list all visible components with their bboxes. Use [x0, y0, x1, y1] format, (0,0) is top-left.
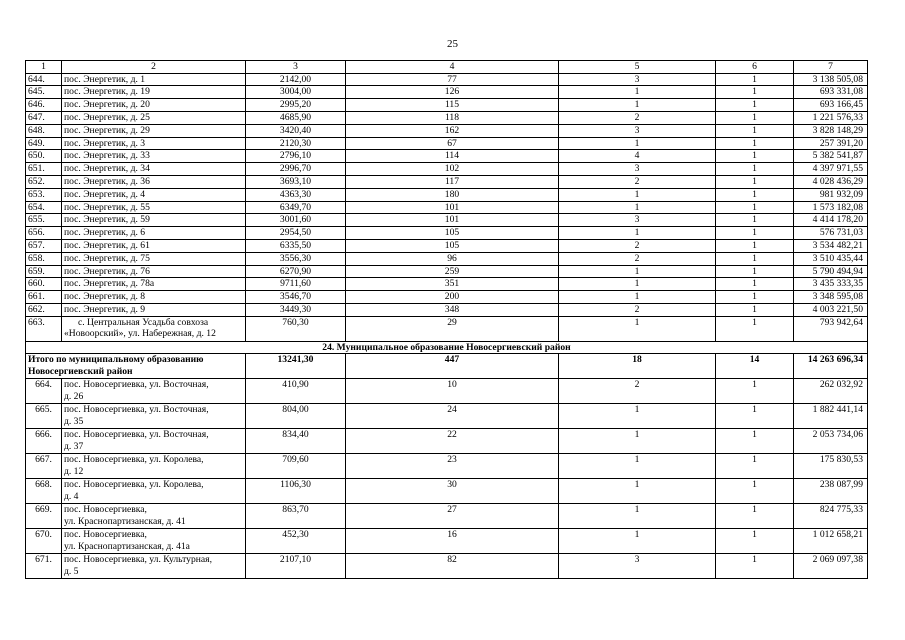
residents-cell: 101	[346, 201, 559, 214]
address-line: пос. Новосергиевка,	[64, 529, 147, 541]
table-row	[26, 554, 868, 579]
residents-cell: 82	[346, 554, 559, 579]
total-area: 13241,30	[246, 354, 346, 379]
count-cell: 1	[559, 291, 716, 304]
count-cell: 1	[559, 99, 716, 112]
count-cell: 1	[559, 429, 716, 454]
address-cell	[62, 379, 246, 404]
address-line: «Новоорский», ул. Набережная, д. 12	[64, 328, 216, 340]
address-line: д. 37	[64, 440, 84, 452]
address-cell: пос. Энергетик, д. 34	[62, 163, 246, 176]
area-cell: 2995,20	[246, 99, 346, 112]
row-number: 646.	[26, 99, 62, 112]
residents-cell: 27	[346, 504, 559, 529]
count-cell: 1	[559, 479, 716, 504]
count-cell: 1	[559, 278, 716, 291]
address-line: д. 12	[64, 465, 84, 477]
count-cell: 2	[559, 239, 716, 252]
cost-cell: 238 087,99	[794, 479, 868, 504]
cost-cell: 2 053 734,06	[794, 429, 868, 454]
count-cell: 1	[716, 111, 794, 124]
row-number: 671.	[26, 554, 62, 579]
count-cell: 1	[716, 137, 794, 150]
row-number: 648.	[26, 124, 62, 137]
row-number: 659.	[26, 265, 62, 278]
count-cell: 1	[716, 316, 794, 341]
total-cost: 14 263 696,34	[794, 354, 868, 379]
cost-cell: 262 032,92	[794, 379, 868, 404]
count-cell: 1	[716, 201, 794, 214]
area-cell: 3004,00	[246, 86, 346, 99]
count-cell: 1	[559, 504, 716, 529]
count-cell: 2	[559, 111, 716, 124]
table-row	[26, 188, 868, 201]
residents-cell: 115	[346, 99, 559, 112]
count-cell: 1	[716, 504, 794, 529]
residents-cell: 162	[346, 124, 559, 137]
count-cell: 1	[716, 404, 794, 429]
cost-cell: 4 003 221,50	[794, 303, 868, 316]
cost-cell: 257 391,20	[794, 137, 868, 150]
address-cell	[62, 454, 246, 479]
address-cell: пос. Энергетик, д. 25	[62, 111, 246, 124]
count-cell: 1	[716, 239, 794, 252]
count-cell: 1	[716, 479, 794, 504]
table-row	[26, 379, 868, 404]
table-row	[26, 201, 868, 214]
address-cell: пос. Энергетик, д. 3	[62, 137, 246, 150]
area-cell: 2107,10	[246, 554, 346, 579]
table-row	[26, 303, 868, 316]
cost-cell: 2 069 097,38	[794, 554, 868, 579]
row-number: 652.	[26, 175, 62, 188]
address-cell: пос. Энергетик, д. 19	[62, 86, 246, 99]
column-header: 7	[794, 61, 868, 74]
table-row	[26, 73, 868, 86]
cost-cell: 3 348 595,08	[794, 291, 868, 304]
column-header: 6	[716, 61, 794, 74]
count-cell: 1	[716, 291, 794, 304]
row-number: 667.	[26, 454, 62, 479]
cost-cell: 175 830,53	[794, 454, 868, 479]
address-line: пос. Новосергиевка, ул. Королева,	[64, 454, 204, 466]
count-cell: 1	[716, 175, 794, 188]
address-cell: пос. Энергетик, д. 75	[62, 252, 246, 265]
area-cell: 4363,30	[246, 188, 346, 201]
total-count: 14	[716, 354, 794, 379]
residents-cell: 29	[346, 316, 559, 341]
address-cell: пос. Энергетик, д. 61	[62, 239, 246, 252]
total-label-line: Итого по муниципальному образованию	[28, 354, 204, 366]
area-cell: 3693,10	[246, 175, 346, 188]
residents-cell: 118	[346, 111, 559, 124]
table-row	[26, 86, 868, 99]
total-residents: 447	[346, 354, 559, 379]
residents-cell: 348	[346, 303, 559, 316]
table-row	[26, 404, 868, 429]
cost-cell: 693 331,08	[794, 86, 868, 99]
count-cell: 1	[716, 86, 794, 99]
area-cell: 3556,30	[246, 252, 346, 265]
cost-cell: 3 138 505,08	[794, 73, 868, 86]
row-number: 670.	[26, 529, 62, 554]
row-number: 666.	[26, 429, 62, 454]
total-count: 18	[559, 354, 716, 379]
row-number: 662.	[26, 303, 62, 316]
cost-cell: 981 932,09	[794, 188, 868, 201]
address-cell: пос. Энергетик, д. 20	[62, 99, 246, 112]
area-cell: 3001,60	[246, 214, 346, 227]
count-cell: 1	[716, 214, 794, 227]
area-cell: 2120,30	[246, 137, 346, 150]
row-number: 664.	[26, 379, 62, 404]
count-cell: 1	[716, 73, 794, 86]
residents-cell: 200	[346, 291, 559, 304]
table-row	[26, 150, 868, 163]
table-row	[26, 278, 868, 291]
count-cell: 1	[559, 188, 716, 201]
count-cell: 1	[559, 201, 716, 214]
table-row	[26, 163, 868, 176]
row-number: 651.	[26, 163, 62, 176]
residents-cell: 23	[346, 454, 559, 479]
table-row	[26, 479, 868, 504]
address-cell	[62, 404, 246, 429]
area-cell: 6270,90	[246, 265, 346, 278]
address-cell: пос. Энергетик, д. 9	[62, 303, 246, 316]
table-row	[26, 124, 868, 137]
address-line: пос. Новосергиевка, ул. Культурная,	[64, 554, 212, 566]
area-cell: 1106,30	[246, 479, 346, 504]
cost-cell: 4 414 178,20	[794, 214, 868, 227]
area-cell: 863,70	[246, 504, 346, 529]
count-cell: 1	[716, 303, 794, 316]
address-cell: пос. Энергетик, д. 1	[62, 73, 246, 86]
total-row	[26, 354, 868, 379]
cost-cell: 576 731,03	[794, 227, 868, 240]
count-cell: 1	[559, 404, 716, 429]
area-cell: 709,60	[246, 454, 346, 479]
count-cell: 1	[716, 529, 794, 554]
row-number: 649.	[26, 137, 62, 150]
count-cell: 1	[716, 379, 794, 404]
residents-cell: 22	[346, 429, 559, 454]
cost-cell: 5 790 494,94	[794, 265, 868, 278]
area-cell: 452,30	[246, 529, 346, 554]
residents-cell: 117	[346, 175, 559, 188]
page-number: 25	[447, 38, 458, 50]
column-number-header	[26, 61, 868, 74]
total-label-line: Новосергиевский район	[28, 365, 133, 377]
cost-cell: 1 573 182,08	[794, 201, 868, 214]
count-cell: 3	[559, 124, 716, 137]
area-cell: 6349,70	[246, 201, 346, 214]
count-cell: 1	[559, 137, 716, 150]
count-cell: 1	[716, 265, 794, 278]
cost-cell: 1 012 658,21	[794, 529, 868, 554]
table-row	[26, 239, 868, 252]
row-number: 669.	[26, 504, 62, 529]
cost-cell: 793 942,64	[794, 316, 868, 341]
address-cell	[62, 504, 246, 529]
area-cell: 3546,70	[246, 291, 346, 304]
cost-cell: 4 397 971,55	[794, 163, 868, 176]
count-cell: 1	[716, 124, 794, 137]
cost-cell: 1 882 441,14	[794, 404, 868, 429]
row-number: 668.	[26, 479, 62, 504]
address-cell: пос. Энергетик, д. 6	[62, 227, 246, 240]
table-row	[26, 137, 868, 150]
residents-cell: 101	[346, 214, 559, 227]
residents-cell: 96	[346, 252, 559, 265]
residents-cell: 10	[346, 379, 559, 404]
address-cell	[62, 529, 246, 554]
residents-cell: 114	[346, 150, 559, 163]
count-cell: 1	[559, 316, 716, 341]
residents-cell: 102	[346, 163, 559, 176]
area-cell: 9711,60	[246, 278, 346, 291]
table-row	[26, 454, 868, 479]
table-row	[26, 529, 868, 554]
count-cell: 2	[559, 379, 716, 404]
row-number: 660.	[26, 278, 62, 291]
cost-cell: 3 435 333,35	[794, 278, 868, 291]
address-cell	[62, 479, 246, 504]
cost-cell: 4 028 436,29	[794, 175, 868, 188]
residents-cell: 105	[346, 239, 559, 252]
address-cell: пос. Энергетик, д. 29	[62, 124, 246, 137]
cost-cell: 693 166,45	[794, 99, 868, 112]
table-row	[26, 291, 868, 304]
column-header: 1	[26, 61, 62, 74]
count-cell: 1	[559, 529, 716, 554]
area-cell: 2796,10	[246, 150, 346, 163]
address-cell: пос. Энергетик, д. 33	[62, 150, 246, 163]
address-cell: пос. Энергетик, д. 36	[62, 175, 246, 188]
table-row	[26, 111, 868, 124]
cost-cell: 3 534 482,21	[794, 239, 868, 252]
count-cell: 1	[716, 278, 794, 291]
row-number: 658.	[26, 252, 62, 265]
address-cell	[62, 429, 246, 454]
address-cell: пос. Энергетик, д. 4	[62, 188, 246, 201]
residents-cell: 30	[346, 479, 559, 504]
residents-cell: 259	[346, 265, 559, 278]
residents-cell: 126	[346, 86, 559, 99]
residents-cell: 77	[346, 73, 559, 86]
table-row	[26, 429, 868, 454]
table-row	[26, 252, 868, 265]
residents-cell: 67	[346, 137, 559, 150]
count-cell: 1	[716, 454, 794, 479]
area-cell: 804,00	[246, 404, 346, 429]
count-cell: 1	[716, 150, 794, 163]
residents-cell: 105	[346, 227, 559, 240]
housing-registry-table	[25, 60, 868, 579]
cost-cell: 3 828 148,29	[794, 124, 868, 137]
column-header: 4	[346, 61, 559, 74]
table-row	[26, 265, 868, 278]
section-title: 24. Муниципальное образование Новосергиевский район	[26, 341, 868, 354]
row-number: 644.	[26, 73, 62, 86]
count-cell: 3	[559, 163, 716, 176]
count-cell: 1	[716, 554, 794, 579]
row-number: 656.	[26, 227, 62, 240]
table-row	[26, 99, 868, 112]
total-label	[26, 354, 246, 379]
address-line: ул. Краснопартизанская, д. 41	[64, 515, 186, 527]
address-cell	[62, 554, 246, 579]
area-cell: 760,30	[246, 316, 346, 341]
address-line: д. 5	[64, 565, 79, 577]
cost-cell: 824 775,33	[794, 504, 868, 529]
row-number: 655.	[26, 214, 62, 227]
area-cell: 2142,00	[246, 73, 346, 86]
count-cell: 3	[559, 73, 716, 86]
address-line: пос. Новосергиевка, ул. Восточная,	[64, 404, 209, 416]
address-line: д. 26	[64, 390, 84, 402]
area-cell: 834,40	[246, 429, 346, 454]
count-cell: 1	[716, 252, 794, 265]
table-row	[26, 227, 868, 240]
cost-cell: 3 510 435,44	[794, 252, 868, 265]
address-cell	[62, 316, 246, 341]
row-number: 654.	[26, 201, 62, 214]
count-cell: 1	[716, 99, 794, 112]
address-line: пос. Новосергиевка, ул. Восточная,	[64, 429, 209, 441]
area-cell: 6335,50	[246, 239, 346, 252]
address-cell: пос. Энергетик, д. 78а	[62, 278, 246, 291]
table-row	[26, 316, 868, 341]
count-cell: 1	[559, 265, 716, 278]
count-cell: 3	[559, 214, 716, 227]
address-cell: пос. Энергетик, д. 8	[62, 291, 246, 304]
address-line: пос. Новосергиевка,	[64, 504, 147, 516]
residents-cell: 16	[346, 529, 559, 554]
count-cell: 1	[559, 86, 716, 99]
address-line: пос. Новосергиевка, ул. Королева,	[64, 479, 204, 491]
count-cell: 3	[559, 554, 716, 579]
cost-cell: 5 382 541,87	[794, 150, 868, 163]
area-cell: 3449,30	[246, 303, 346, 316]
row-number: 657.	[26, 239, 62, 252]
area-cell: 3420,40	[246, 124, 346, 137]
address-cell: пос. Энергетик, д. 59	[62, 214, 246, 227]
row-number: 647.	[26, 111, 62, 124]
residents-cell: 351	[346, 278, 559, 291]
column-header: 5	[559, 61, 716, 74]
count-cell: 2	[559, 175, 716, 188]
section-title-row	[26, 341, 868, 354]
address-line: д. 35	[64, 415, 84, 427]
address-line: с. Центральная Усадьба совхоза	[78, 316, 209, 328]
address-line: пос. Новосергиевка, ул. Восточная,	[64, 379, 209, 391]
count-cell: 1	[716, 429, 794, 454]
count-cell: 1	[559, 454, 716, 479]
address-cell: пос. Энергетик, д. 55	[62, 201, 246, 214]
row-number: 645.	[26, 86, 62, 99]
count-cell: 4	[559, 150, 716, 163]
area-cell: 4685,90	[246, 111, 346, 124]
row-number: 665.	[26, 404, 62, 429]
count-cell: 2	[559, 252, 716, 265]
row-number: 653.	[26, 188, 62, 201]
count-cell: 1	[716, 163, 794, 176]
address-cell: пос. Энергетик, д. 76	[62, 265, 246, 278]
residents-cell: 180	[346, 188, 559, 201]
row-number: 661.	[26, 291, 62, 304]
residents-cell: 24	[346, 404, 559, 429]
row-number: 650.	[26, 150, 62, 163]
address-line: д. 4	[64, 490, 79, 502]
count-cell: 1	[716, 188, 794, 201]
cost-cell: 1 221 576,33	[794, 111, 868, 124]
row-number: 663.	[26, 316, 62, 341]
table-row	[26, 504, 868, 529]
column-header: 2	[62, 61, 246, 74]
count-cell: 2	[559, 303, 716, 316]
area-cell: 410,90	[246, 379, 346, 404]
table-row	[26, 214, 868, 227]
table-row	[26, 175, 868, 188]
count-cell: 1	[559, 227, 716, 240]
count-cell: 1	[716, 227, 794, 240]
area-cell: 2954,50	[246, 227, 346, 240]
area-cell: 2996,70	[246, 163, 346, 176]
column-header: 3	[246, 61, 346, 74]
address-line: ул. Краснопартизанская, д. 41а	[64, 540, 190, 552]
